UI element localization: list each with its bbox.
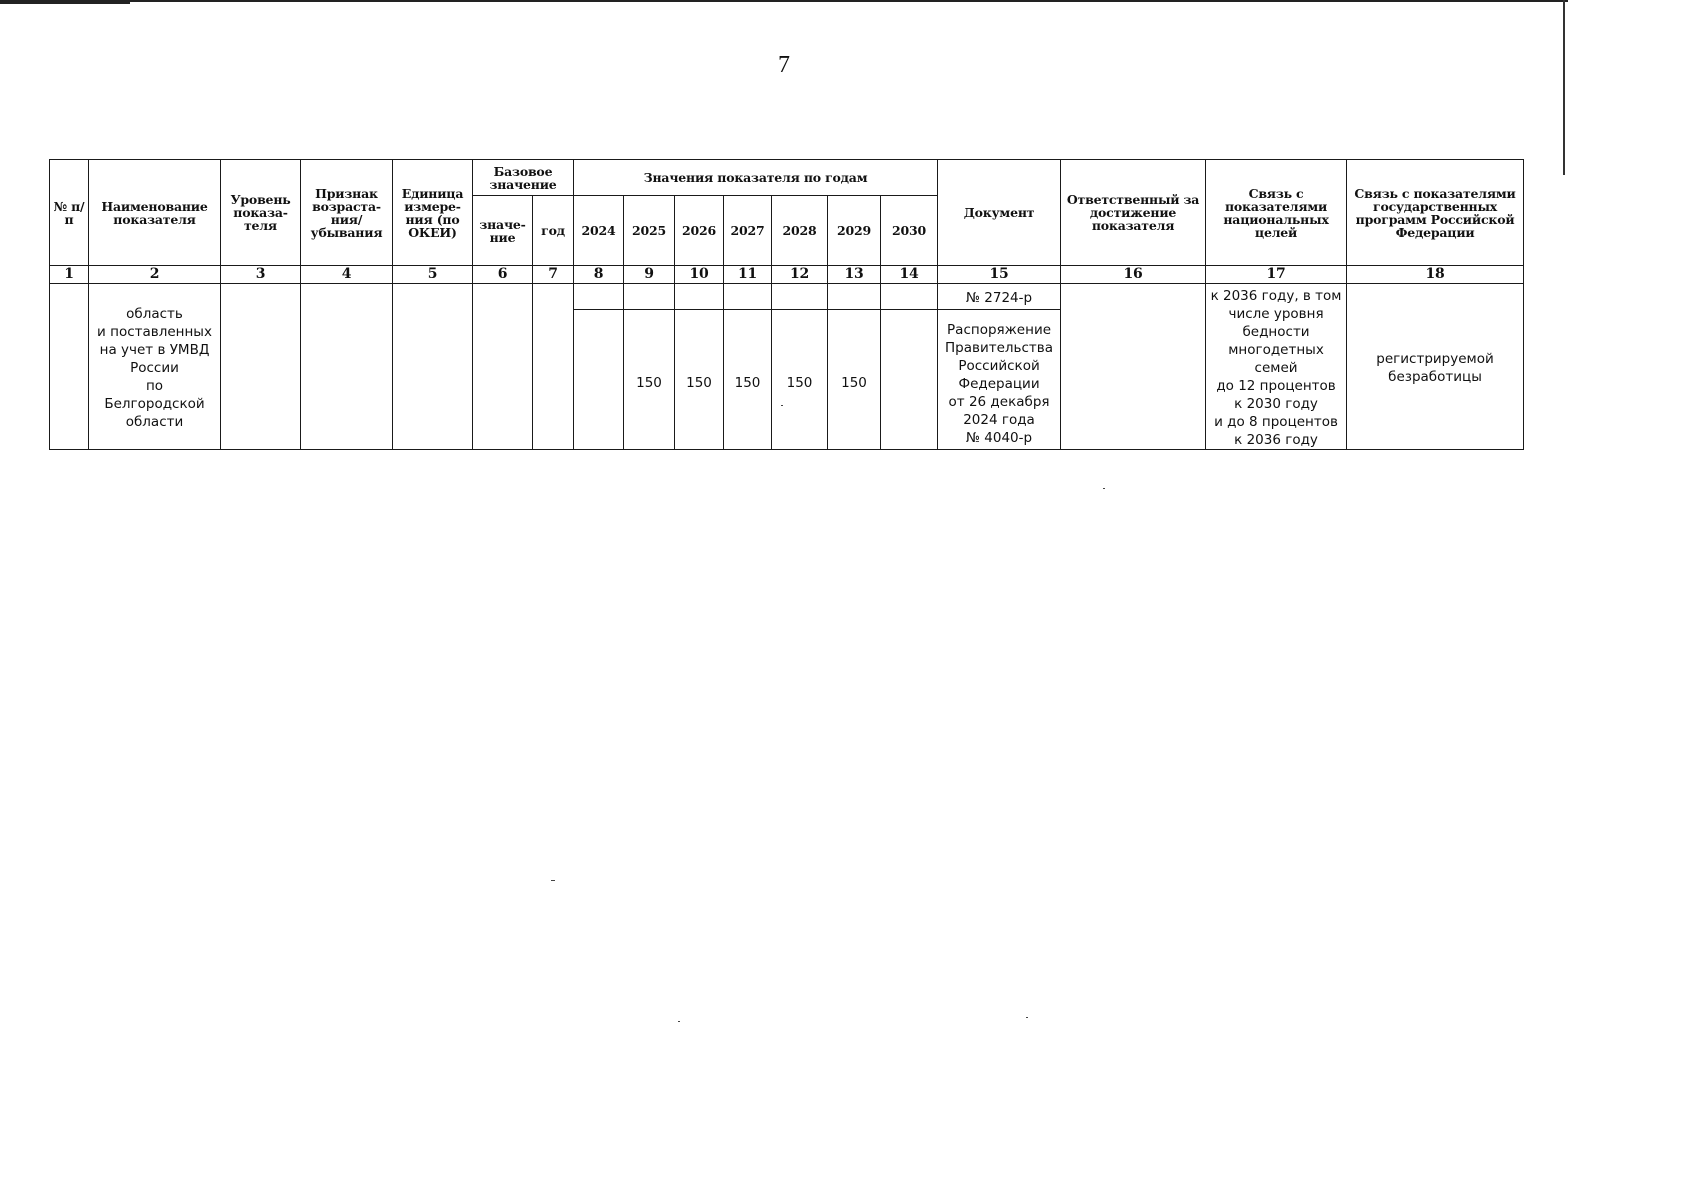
- cell-year-value: [881, 310, 938, 450]
- header-year: 2030: [881, 196, 938, 266]
- header-state-programs: Связь с показателями государственных программ Российской Федерации: [1347, 160, 1524, 266]
- column-number: 13: [828, 266, 881, 284]
- cell-base-value: [473, 284, 533, 450]
- goal-line: бедности: [1242, 324, 1310, 340]
- scan-top-mark: [0, 0, 130, 4]
- column-number: 10: [675, 266, 724, 284]
- column-number: 17: [1206, 266, 1347, 284]
- cell-year-value: [675, 310, 724, 450]
- cell-year-value: [724, 310, 772, 450]
- document-line: от 26 декабря: [948, 393, 1050, 410]
- goal-line: и до 8 процентов: [1214, 414, 1338, 430]
- name-line: Белгородской: [104, 396, 205, 412]
- header-base-value: значе-ние: [473, 196, 533, 266]
- column-number: 3: [221, 266, 301, 284]
- goal-line: числе уровня: [1228, 306, 1324, 322]
- column-number: 11: [724, 266, 772, 284]
- column-number: 4: [301, 266, 393, 284]
- document-line: № 4040-р: [965, 429, 1033, 446]
- header-name: Наименование показателя: [89, 160, 221, 266]
- document-line: 2024 года: [963, 411, 1035, 428]
- program-line: регистрируемой: [1376, 351, 1494, 367]
- header-year: 2029: [828, 196, 881, 266]
- scan-speck: [781, 405, 783, 406]
- page-number: 7: [778, 52, 790, 78]
- year-value: 150: [734, 374, 761, 391]
- document-number-top: № 2724-р: [965, 290, 1033, 306]
- column-number: 12: [772, 266, 828, 284]
- year-value: 150: [841, 374, 867, 391]
- column-number: 6: [473, 266, 533, 284]
- goal-line: до 12 процентов: [1216, 378, 1336, 394]
- column-number: 18: [1347, 266, 1524, 284]
- header-responsible: Ответственный за достижение показателя: [1061, 160, 1206, 266]
- cell-year-value: [574, 310, 624, 450]
- cell-national-goals: [1206, 284, 1347, 450]
- year-value: 150: [636, 374, 662, 391]
- goal-line: многодетных: [1228, 342, 1324, 358]
- cell-responsible: [1061, 284, 1206, 450]
- cell-year-top: [675, 284, 724, 310]
- document-line: Правительства: [945, 339, 1054, 356]
- header-year: 2027: [724, 196, 772, 266]
- header-year: 2024: [574, 196, 624, 266]
- cell-indicator-name: [89, 284, 221, 450]
- cell-year-top: [724, 284, 772, 310]
- document-line: Российской: [958, 357, 1040, 374]
- document-line: Распоряжение: [947, 321, 1052, 338]
- scan-right-edge: [1563, 0, 1565, 175]
- cell-year-top: [574, 284, 624, 310]
- cell-num: [50, 284, 89, 450]
- cell-year-value: [828, 310, 881, 450]
- column-number: 16: [1061, 266, 1206, 284]
- name-line: область: [126, 306, 183, 322]
- cell-sign: [301, 284, 393, 450]
- name-line: по: [145, 378, 164, 394]
- goal-line: к 2036 году: [1234, 432, 1318, 448]
- header-years-group: Значения показателя по годам: [574, 160, 938, 196]
- header-year: 2025: [624, 196, 675, 266]
- header-sign: Признак возраста-ния/ убывания: [301, 160, 393, 266]
- header-num: № п/п: [50, 160, 89, 266]
- column-number: 14: [881, 266, 938, 284]
- cell-year-top: [828, 284, 881, 310]
- column-number: 5: [393, 266, 473, 284]
- column-number: 8: [574, 266, 624, 284]
- header-year: 2028: [772, 196, 828, 266]
- name-line: и поставленных: [97, 324, 212, 340]
- cell-base-year: [533, 284, 574, 450]
- column-number: 1: [50, 266, 89, 284]
- cell-unit: [393, 284, 473, 450]
- header-base-year: год: [533, 196, 574, 266]
- program-line: безработицы: [1388, 369, 1482, 385]
- header-year: 2026: [675, 196, 724, 266]
- scan-speck: [678, 1021, 680, 1022]
- goal-line: к 2030 году: [1234, 396, 1318, 412]
- cell-year-top: [881, 284, 938, 310]
- year-value: 150: [786, 374, 813, 391]
- cell-level: [221, 284, 301, 450]
- cell-year-value: [624, 310, 675, 450]
- year-value: 150: [686, 374, 712, 391]
- cell-document-top: [938, 284, 1061, 310]
- column-number: 7: [533, 266, 574, 284]
- header-base-group: Базовое значение: [473, 160, 574, 196]
- column-number: 9: [624, 266, 675, 284]
- year-value: [881, 377, 937, 383]
- document-line: Федерации: [958, 375, 1040, 392]
- column-number: 2: [89, 266, 221, 284]
- goal-line: семей: [1254, 360, 1298, 376]
- name-line: России: [130, 360, 179, 376]
- header-unit: Единица измере-ния (по ОКЕИ): [393, 160, 473, 266]
- goal-line: к 2036 году, в том: [1210, 288, 1342, 304]
- name-line: области: [125, 414, 184, 430]
- cell-year-top: [772, 284, 828, 310]
- cell-state-programs: [1347, 284, 1524, 450]
- indicators-table: [49, 159, 1524, 450]
- header-document: Документ: [938, 160, 1061, 266]
- cell-year-value: [772, 310, 828, 450]
- column-number: 15: [938, 266, 1061, 284]
- cell-year-top: [624, 284, 675, 310]
- year-value: [574, 377, 623, 383]
- scan-speck: [1103, 488, 1105, 489]
- header-level: Уровень показа-теля: [221, 160, 301, 266]
- scan-top-edge: [0, 0, 1568, 2]
- name-line: на учет в УМВД: [99, 342, 210, 358]
- cell-document: [938, 310, 1061, 450]
- scan-speck: [551, 880, 555, 881]
- header-national-goals: Связь с показателями национальных целей: [1206, 160, 1347, 266]
- scan-speck: [1026, 1017, 1028, 1018]
